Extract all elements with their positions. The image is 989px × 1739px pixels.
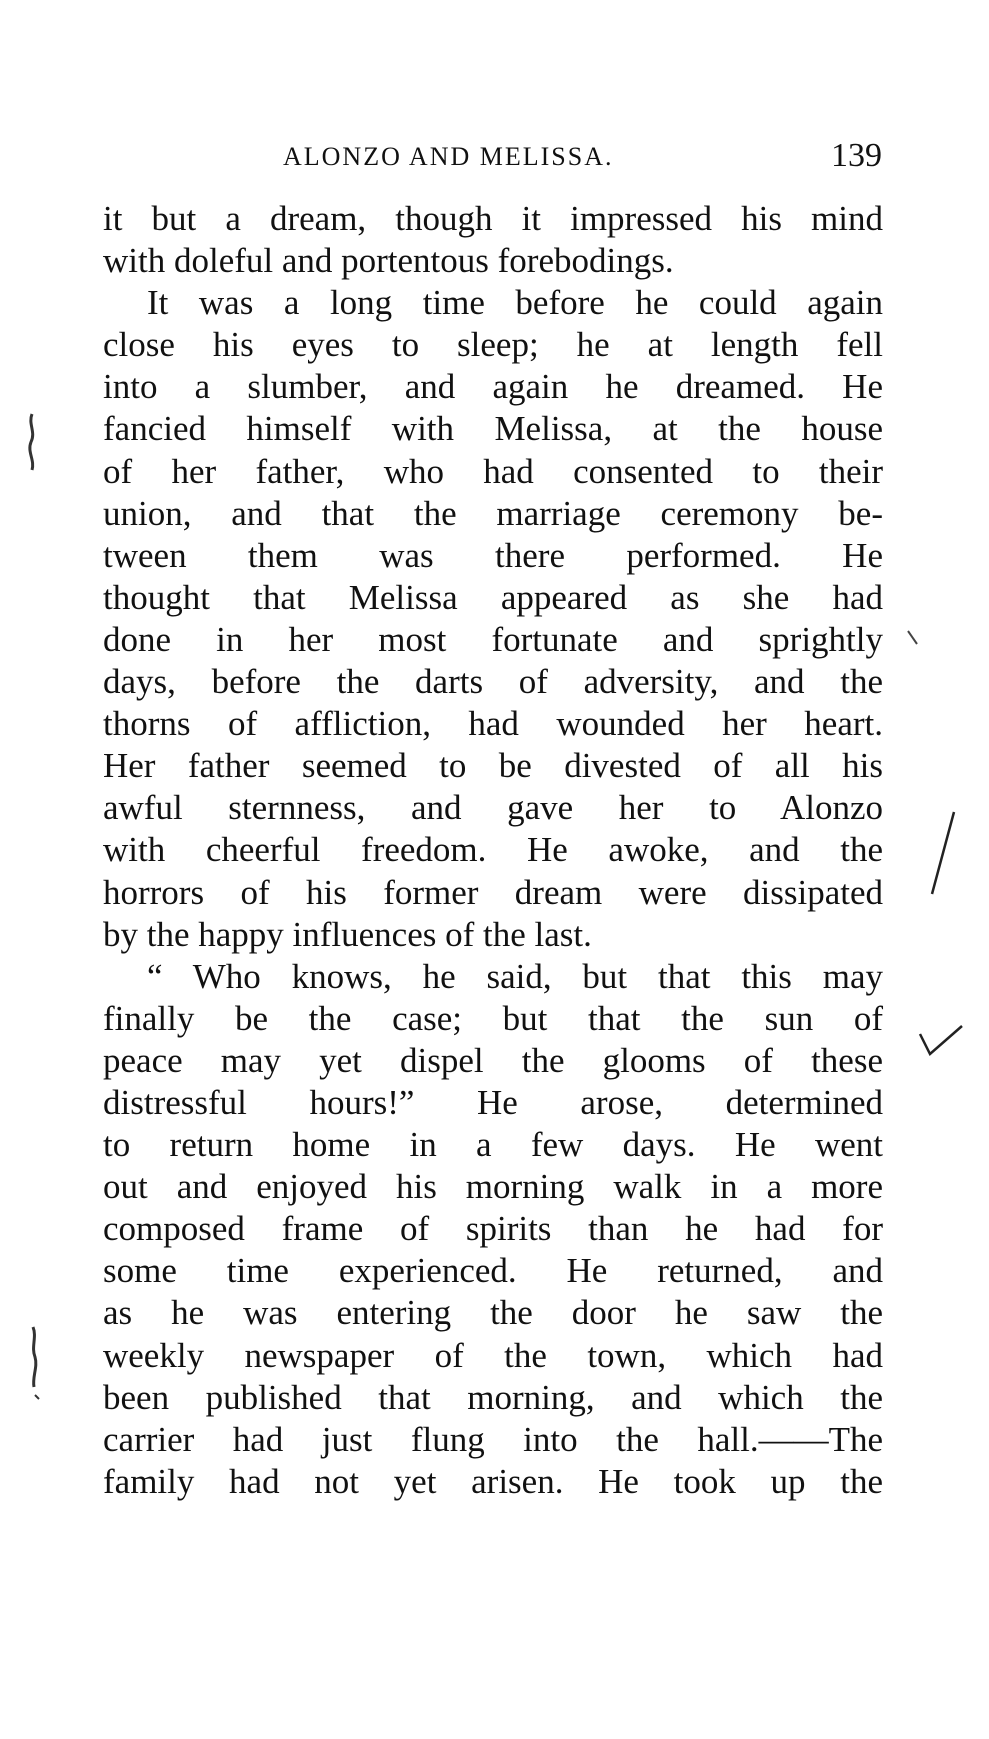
text-line: distressful hours!” He arose, determined [103, 1082, 883, 1122]
text-line: thorns of affliction, had wounded her heart. [103, 704, 883, 744]
text-line: of her father, who had consented to their [103, 451, 883, 491]
text-line: “ Who knows, he said, but that this may [147, 956, 883, 996]
text-line: been published that morning, and which the [103, 1377, 883, 1417]
margin-slash-right [928, 808, 958, 898]
text-line: done in her most fortunate and sprightly [103, 619, 883, 659]
text-line: with cheerful freedom. He awoke, and the [103, 830, 883, 870]
text-line: weekly newspaper of the town, which had [103, 1335, 883, 1375]
margin-stroke-left-top [22, 412, 42, 472]
text-line: days, before the darts of adversity, and the [103, 662, 883, 702]
text-line: finally be the case; but that the sun of [103, 998, 883, 1038]
text-line: it but a dream, though it impressed his mind [103, 199, 883, 238]
margin-tick-right [905, 628, 921, 648]
text-line: awful sternness, and gave her to Alonzo [103, 788, 883, 828]
page-number: 139 [831, 137, 882, 174]
text-line: to return home in a few days. He went [103, 1125, 883, 1165]
text-line: peace may yet dispel the glooms of these [103, 1040, 883, 1080]
margin-check-mark [916, 1020, 966, 1060]
text-line: tween them was there performed. He [103, 535, 883, 575]
text-line: with doleful and portentous forebodings. [103, 241, 674, 281]
text-line: union, and that the marriage ceremony be- [103, 493, 883, 533]
text-line: some time experienced. He returned, and [103, 1251, 883, 1291]
text-line: as he was entering the door he saw the [103, 1293, 883, 1333]
text-line: It was a long time before he could again [147, 283, 883, 323]
text-line: by the happy influences of the last. [103, 914, 592, 954]
text-line: out and enjoyed his morning walk in a more [103, 1167, 883, 1207]
text-line: family had not yet arisen. He took up the [103, 1461, 883, 1501]
page-header [105, 137, 882, 182]
text-line: horrors of his former dream were dissipated [103, 872, 883, 912]
text-line: carrier had just flung into the hall.——The [103, 1419, 883, 1459]
text-line: composed frame of spirits than he had for [103, 1209, 883, 1249]
text-line: thought that Melissa appeared as she had [103, 577, 883, 617]
text-line: into a slumber, and again he dreamed. He [103, 367, 883, 407]
text-line: fancied himself with Melissa, at the house [103, 409, 883, 449]
body-text [103, 198, 883, 1503]
text-line: close his eyes to sleep; he at length fell [103, 325, 883, 365]
text-line: Her father seemed to be divested of all his [103, 746, 883, 786]
running-title: ALONZO AND MELISSA. [283, 142, 614, 171]
margin-stroke-left-bottom [25, 1325, 45, 1405]
